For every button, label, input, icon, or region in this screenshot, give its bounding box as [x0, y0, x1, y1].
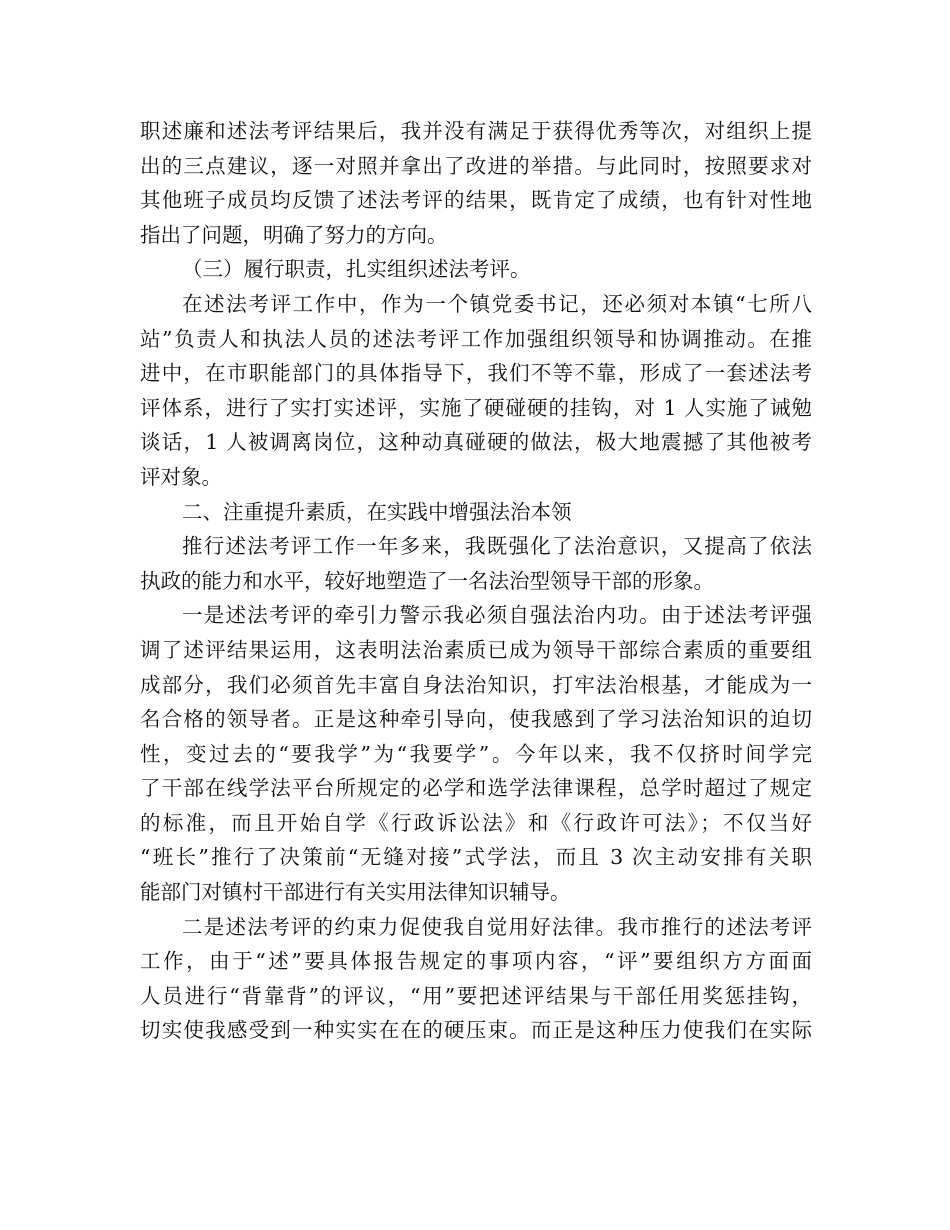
text-line: （三）履行职责，扎实组织述法考评。	[182, 257, 531, 282]
text-line: 进中，在市职能部门的具体指导下，我们不等不靠，形成了一套述法考	[140, 361, 812, 386]
text-line: 评对象。	[140, 464, 222, 489]
text-line: 执政的能力和水平，较好地塑造了一名法治型领导干部的形象。	[140, 568, 714, 593]
text-line: 人员进行“背靠背”的评议，“用”要把述评结果与干部任用奖惩挂钩，	[140, 983, 812, 1008]
text-line: 名合格的领导者。正是这种牵引导向，使我感到了学习法治知识的迫切	[140, 707, 812, 732]
text-line: 出的三点建议，逐一对照并拿出了改进的举措。与此同时，按照要求对	[140, 153, 812, 178]
text-line: 一是述法考评的牵引力警示我必须自强法治内功。由于述法考评强	[182, 603, 812, 628]
text-line: 二、注重提升素质，在实践中增强法治本领	[182, 499, 572, 524]
document-body	[140, 114, 812, 1048]
text-line: 调了述评结果运用，这表明法治素质已成为领导干部综合素质的重要组	[140, 637, 812, 662]
text-line: 工作，由于“述”要具体报告规定的事项内容，“评”要组织方方面面	[140, 949, 812, 974]
text-line: 其他班子成员均反馈了述法考评的结果，既肯定了成绩，也有针对性地	[140, 188, 812, 213]
text-line: 在述法考评工作中，作为一个镇党委书记，还必须对本镇“七所八	[182, 291, 812, 316]
text-line: 了干部在线学法平台所规定的必学和选学法律课程，总学时超过了规定	[140, 776, 812, 801]
text-line: 性，变过去的“要我学”为“我要学”。今年以来，我不仅挤时间学完	[140, 741, 812, 766]
text-line: 推行述法考评工作一年多来，我既强化了法治意识，又提高了依法	[182, 534, 812, 559]
text-line: 切实使我感受到一种实实在在的硬压束。而正是这种压力使我们在实际	[140, 1018, 812, 1043]
text-line: 成部分，我们必须首先丰富自身法治知识，打牢法治根基，才能成为一	[140, 672, 812, 697]
text-line: 二是述法考评的约束力促使我自觉用好法律。我市推行的述法考评	[182, 914, 812, 939]
text-line: 评体系，进行了实打实述评，实施了硬碰硬的挂钩，对 1 人实施了诫勉	[140, 395, 812, 420]
text-line: 谈话，1 人被调离岗位，这种动真碰硬的做法，极大地震撼了其他被考	[140, 430, 812, 455]
text-line: 职述廉和述法考评结果后，我并没有满足于获得优秀等次，对组织上提	[140, 119, 812, 143]
text-line: 指出了问题，明确了努力的方向。	[140, 222, 448, 247]
text-line: 站”负责人和执法人员的述法考评工作加强组织领导和协调推动。在推	[140, 326, 812, 351]
text-line: 能部门对镇村干部进行有关实用法律知识辅导。	[140, 880, 571, 905]
text-line: “班长”推行了决策前“无缝对接”式学法，而且 3 次主动安排有关职	[140, 845, 812, 870]
text-line: 的标准，而且开始自学《行政诉讼法》和《行政许可法》；不仅当好	[140, 810, 812, 835]
